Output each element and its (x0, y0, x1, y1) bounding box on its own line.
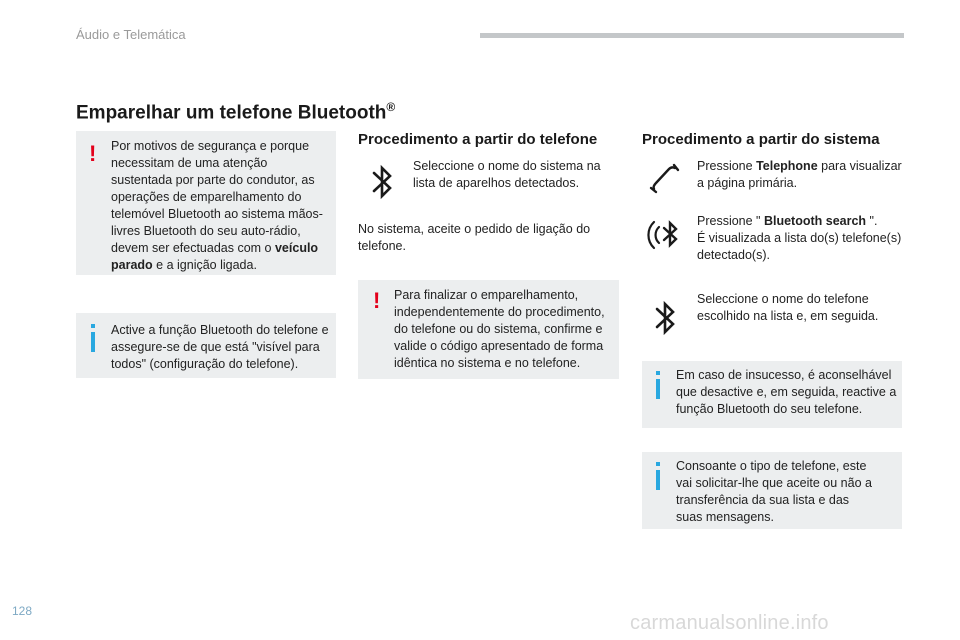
warning-confirm-text: Para finalizar o emparelhamento, independentemente do procedimento, do telefone ou do sistema, confirme e valide o código apresentado de forma idêntica no sistema e no telefone. (394, 288, 605, 370)
system-step-2-pre: Pressione " (697, 214, 764, 228)
page-number: 128 (12, 604, 33, 618)
phone-handset-icon (644, 158, 684, 198)
phone-step-2-text: No sistema, aceite o pedido de ligação do telefone. (358, 222, 591, 253)
col-title-system-procedure: Procedimento a partir do sistema (642, 131, 880, 148)
header-section-title: Áudio e Telemática (76, 27, 186, 42)
warning-safety-text (111, 138, 325, 274)
info-failure-text: Em caso de insucesso, é aconselhável que desactive e, em seguida, reactive a função Bluetooth do seu telefone. (676, 368, 897, 416)
warning-safety-text-b: e a ignição ligada. (152, 258, 257, 272)
info-visibility-text: Active a função Bluetooth do telefone e assegure-se de que está "visível para todos" (configuração do telefone). (111, 323, 329, 371)
info-icon (656, 371, 660, 400)
info-box-transfer (642, 452, 902, 529)
watermark: carmanualsonline.info (630, 612, 829, 634)
info-icon (91, 324, 95, 353)
bluetooth-icon (362, 160, 402, 204)
phone-step-1-text: Seleccione o nome do sistema na lista de aparelhos detectados. (413, 159, 601, 190)
system-step-1-post: para visualizar a página primária. (697, 159, 902, 190)
exclamation-icon: ! (89, 141, 97, 166)
warning-safety-text-a: Por motivos de segurança e porque necessitam de uma atenção sustentada por parte do condutor, as operações de emparelhamento do telemóvel Bluetooth ao sistema mãos-livres Bluetooth do seu auto-rádio, devem ser efectuadas com o (111, 139, 323, 255)
system-step-2-bold: Bluetooth search (763, 214, 867, 228)
info-box-failure (642, 361, 902, 428)
bluetooth-icon (645, 296, 685, 340)
header-divider-bar (480, 33, 904, 38)
info-icon (656, 462, 660, 491)
registered-mark: ® (386, 100, 396, 114)
warning-safety-bold: veículo parado (111, 241, 319, 272)
page-title-text: Emparelhar um telefone Bluetooth (76, 102, 387, 124)
info-box-visibility (76, 313, 336, 378)
warning-box-safety (76, 131, 336, 275)
system-step-2-line2: É visualizada a lista do(s) telefone(s) detectado(s). (697, 231, 902, 262)
col-title-phone-procedure: Procedimento a partir do telefone (358, 131, 598, 148)
page-title (76, 100, 395, 124)
warning-box-confirm-code (358, 280, 619, 379)
info-transfer-text: Consoante o tipo de telefone, este vai solicitar-lhe que aceite ou não a transferência da sua lista e das suas mensagens. (676, 459, 872, 524)
system-step-2-post: ". (866, 214, 878, 228)
exclamation-icon: ! (373, 288, 381, 313)
system-step-1-text (697, 158, 902, 192)
system-step-1-pre: Pressione (697, 159, 757, 173)
system-step-2-text (697, 213, 905, 264)
system-step-1-bold: Telephone (756, 159, 818, 173)
system-step-3-text: Seleccione o nome do telefone escolhido na lista e, em seguida. (697, 292, 879, 323)
bluetooth-search-icon (642, 212, 688, 258)
